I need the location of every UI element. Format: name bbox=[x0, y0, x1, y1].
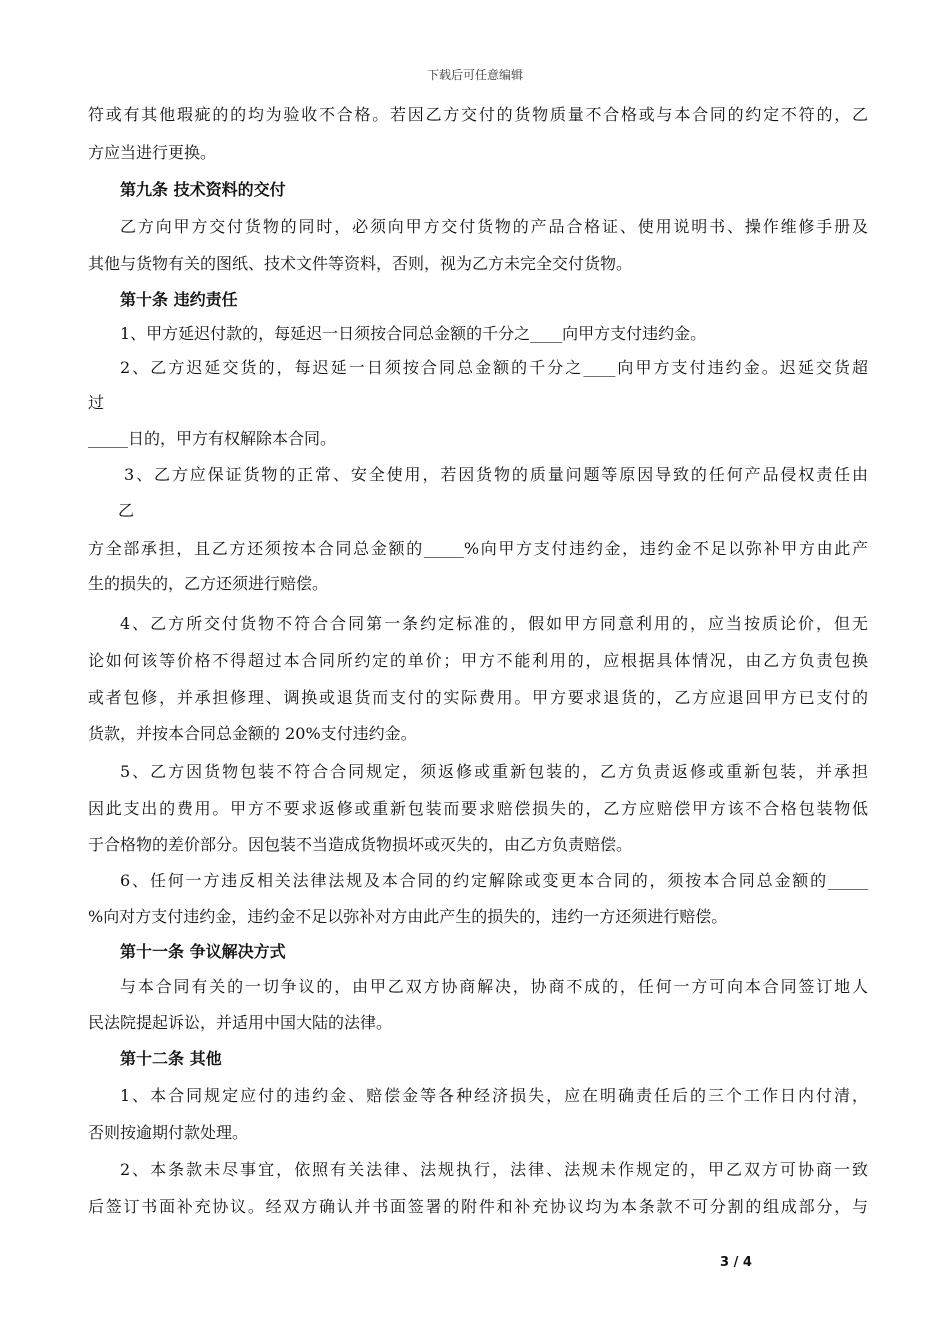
body-line: 过 bbox=[88, 393, 105, 412]
article-heading: 第十二条 其他 bbox=[120, 1049, 222, 1068]
page-number: 3 / 4 bbox=[720, 1255, 752, 1270]
body-line: 因此支出的费用。甲方不要求返修或重新包装而要求赔偿损失的，乙方应赔偿甲方该不合格包装物低 bbox=[88, 799, 868, 818]
body-line: 1、本合同规定应付的违约金、赔偿金等各种经济损失，应在明确责任后的三个工作日内付清， bbox=[120, 1086, 868, 1105]
body-line: %向对方支付违约金，违约金不足以弥补对方由此产生的损失的，违约一方还须进行赔偿。 bbox=[88, 907, 728, 926]
page-header: 下载后可任意编辑 bbox=[426, 68, 523, 82]
article-heading: 第十条 违约责任 bbox=[120, 290, 238, 309]
body-line: 1、甲方延迟付款的，每延迟一日须按合同总金额的千分之____向甲方支付违约金。 bbox=[120, 324, 707, 343]
body-line: 后签订书面补充协议。经双方确认并书面签署的附件和补充协议均为本条款不可分割的组成部分，与 bbox=[88, 1197, 868, 1216]
body-line: 其他与货物有关的图纸、技术文件等资料，否则，视为乙方未完全交付货物。 bbox=[88, 254, 633, 273]
body-line: 民法院提起诉讼，并适用中国大陆的法律。 bbox=[88, 1013, 393, 1032]
body-line: 2、乙方迟延交货的，每迟延一日须按合同总金额的千分之____向甲方支付违约金。迟延交货超 bbox=[120, 358, 868, 377]
body-line: 否则按逾期付款处理。 bbox=[88, 1123, 249, 1142]
body-line: 方全部承担，且乙方还须按本合同总金额的_____%向甲方支付违约金，违约金不足以弥补甲方由此产 bbox=[88, 539, 868, 558]
body-line: 2、本条款未尽事宜，依照有关法律、法规执行，法律、法规未作规定的，甲乙双方可协商一致 bbox=[120, 1160, 868, 1179]
body-line: 与本合同有关的一切争议的，由甲乙双方协商解决，协商不成的，任何一方可向本合同签订地人 bbox=[120, 977, 868, 996]
body-line: 或者包修，并承担修理、调换或退货而支付的实际费用。甲方要求退货的，乙方应退回甲方已支付的 bbox=[88, 688, 868, 707]
body-line: 6、任何一方违反相关法律法规及本合同的约定解除或变更本合同的，须按本合同总金额的_____ bbox=[120, 871, 868, 890]
body-line: 货款，并按本合同总金额的 20%支付违约金。 bbox=[88, 724, 417, 743]
body-line: 于合格物的差价部分。因包装不当造成货物损坏或灭失的，由乙方负责赔偿。 bbox=[88, 835, 633, 854]
body-line: 论如何该等价格不得超过本合同所约定的单价；甲方不能利用的，应根据具体情况，由乙方负责包换 bbox=[88, 651, 868, 670]
body-line: 4、乙方所交付货物不符合合同第一条约定标准的，假如甲方同意利用的，应当按质论价，但无 bbox=[120, 614, 868, 633]
body-line: _____日的，甲方有权解除本合同。 bbox=[88, 429, 337, 448]
article-heading: 第十一条 争议解决方式 bbox=[120, 942, 286, 961]
body-line: 乙方向甲方交付货物的同时，必须向甲方交付货物的产品合格证、使用说明书、操作维修手册及 bbox=[120, 217, 868, 236]
article-heading: 第九条 技术资料的交付 bbox=[120, 180, 286, 199]
body-line: 生的损失的，乙方还须进行赔偿。 bbox=[88, 574, 329, 593]
body-line: 乙 bbox=[118, 501, 135, 520]
body-line: 5、乙方因货物包装不符合合同规定，须返修或重新包装的，乙方负责返修或重新包装，并承担 bbox=[120, 762, 868, 781]
body-line: 方应当进行更换。 bbox=[88, 143, 217, 162]
body-line: 3、乙方应保证货物的正常、安全使用，若因货物的质量问题等原因导致的任何产品侵权责任由 bbox=[124, 465, 868, 484]
body-line: 符或有其他瑕疵的的均为验收不合格。若因乙方交付的货物质量不合格或与本合同的约定不符的，乙 bbox=[88, 105, 868, 124]
